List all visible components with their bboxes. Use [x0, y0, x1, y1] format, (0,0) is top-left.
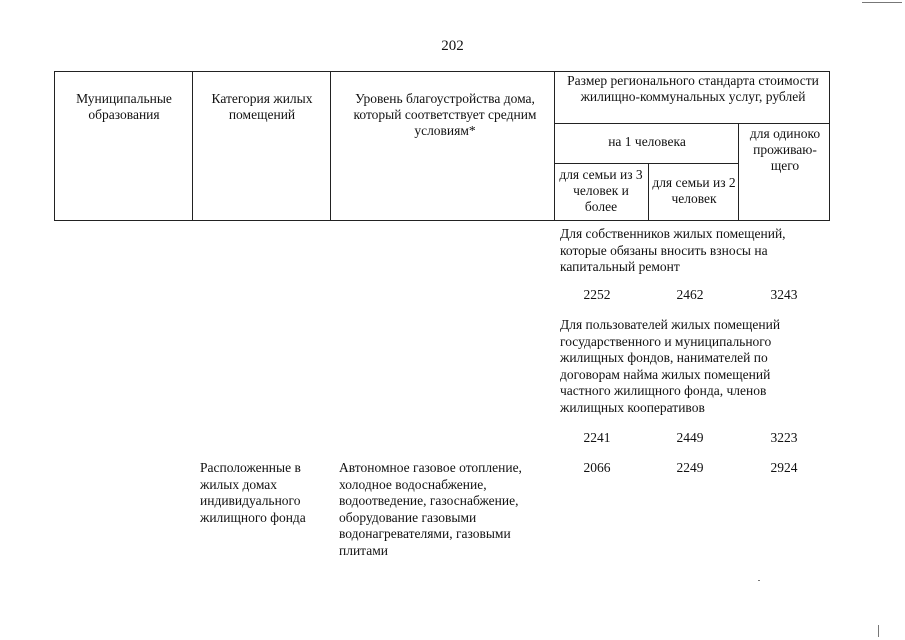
header-family-2: для семьи из 2 человек: [652, 175, 736, 206]
section-users-value-family-3-plus: 2241: [583, 430, 611, 445]
scan-speck: [862, 2, 902, 3]
header-level: Уровень благоустройства дома, который соответствует средним условиям*: [353, 91, 537, 138]
scan-speck: [878, 625, 879, 637]
section-owners-value-family-2: 2462: [676, 287, 704, 302]
table-top-border: [54, 71, 830, 72]
header-municipalities: Муниципальные образования: [76, 91, 172, 122]
section-users-value-single: 3223: [770, 430, 798, 445]
table-bottom-border: [54, 220, 830, 221]
table-divider-5: [738, 123, 739, 221]
section-users-value-family-2: 2449: [676, 430, 704, 445]
table-rule-under-per-person: [554, 163, 739, 164]
table-divider-1: [192, 71, 193, 221]
page-number: 202: [441, 38, 464, 54]
row-value-family-3-plus: 2066: [583, 460, 611, 475]
row-level: Автономное газовое отопление, холодное водоснабжение, водоотведение, газоснабжение, оборудование газовыми водонагревателями, газовыми плитами: [339, 460, 522, 558]
table-right-border: [829, 71, 830, 221]
section-owners-value-single: 3243: [770, 287, 798, 302]
scan-speck: [758, 580, 760, 581]
row-value-single: 2924: [770, 460, 798, 475]
table-rule-under-standard: [554, 123, 830, 124]
row-value-family-2: 2249: [676, 460, 704, 475]
header-single-resident: для одиноко проживаю-щего: [749, 126, 821, 173]
table-divider-2: [330, 71, 331, 221]
section-heading-users: Для пользователей жилых помещений государственного и муниципального жилищных фондов, нанимателей по договорам найма жилых помещений частного жилищного фонда, членов жилищных кооперативов: [560, 317, 781, 415]
header-category: Категория жилых помещений: [211, 91, 313, 122]
header-per-person: на 1 человека: [608, 134, 686, 149]
header-standard-size: Размер регионального стандарта стоимости жилищно-коммунальных услуг, рублей: [567, 73, 819, 104]
section-heading-owners: Для собственников жилых помещений, которые обязаны вносить взносы на капитальный ремонт: [560, 226, 786, 274]
header-family-3-plus: для семьи из 3 человек и более: [559, 167, 643, 214]
row-category: Расположенные в жилых домах индивидуального жилищного фонда: [200, 460, 306, 525]
table-divider-3: [554, 71, 555, 221]
section-owners-value-family-3-plus: 2252: [583, 287, 611, 302]
table-divider-4: [648, 163, 649, 221]
table-left-border: [54, 71, 55, 221]
table-header: [54, 71, 830, 221]
